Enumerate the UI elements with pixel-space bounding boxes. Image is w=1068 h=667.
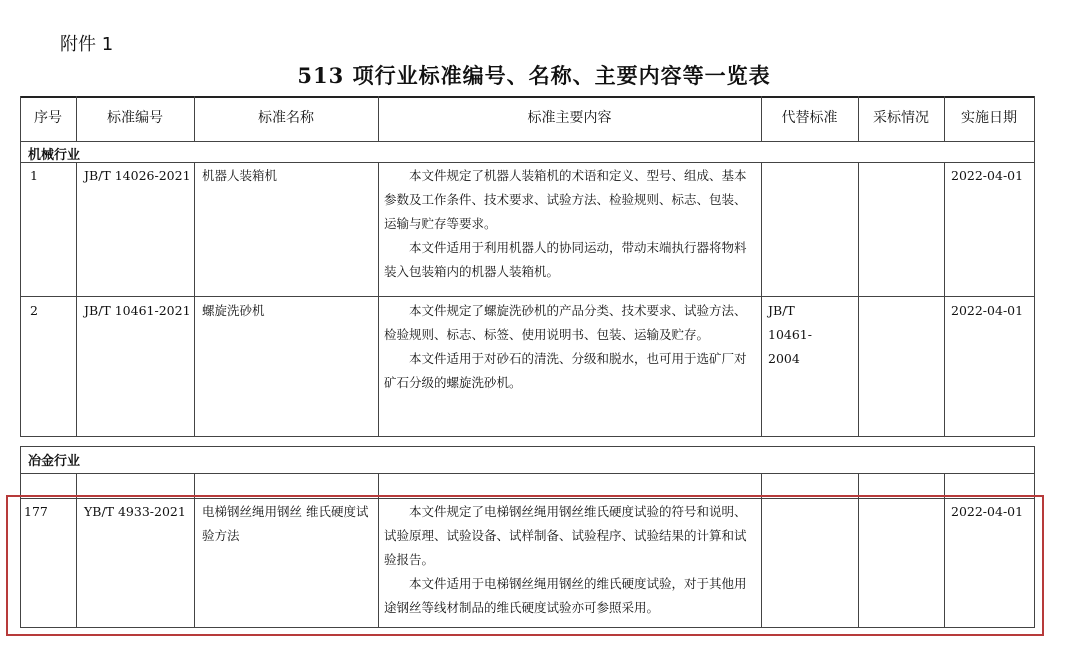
row-code: YB/T 4933-2021 — [84, 504, 186, 519]
header-adoption: 采标情况 — [873, 110, 929, 126]
row-replaces: JB/T 10461-2004 — [768, 303, 812, 366]
column-divider — [761, 162, 762, 436]
header-no: 序号 — [34, 110, 62, 126]
row-name: 电梯钢丝绳用钢丝 维氏硬度试验方法 — [202, 504, 369, 543]
section-divider — [20, 162, 1035, 163]
column-divider — [858, 162, 859, 436]
row-content — [384, 164, 756, 284]
header-name: 标准名称 — [258, 110, 314, 126]
column-divider — [76, 162, 77, 436]
row-divider — [20, 296, 1035, 297]
highlight-box — [6, 495, 1044, 636]
row-divider — [20, 446, 1035, 447]
row-name: 机器人装箱机 — [202, 168, 278, 183]
row-code: JB/T 14026-2021 — [84, 168, 191, 183]
section-divider — [20, 473, 1035, 474]
row-code: JB/T 10461-2021 — [84, 303, 191, 318]
content-paragraph: 本文件规定了机器人装箱机的术语和定义、型号、组成、基本参数及工作条件、技术要求、试验方法、检验规则、标志、包装、运输与贮存等要求。 — [384, 168, 747, 231]
row-name: 螺旋洗砂机 — [202, 303, 265, 318]
row-date: 2022-04-01 — [951, 168, 1024, 183]
column-divider — [194, 162, 195, 436]
row-content — [384, 299, 756, 395]
row-no: 2 — [30, 303, 38, 318]
section-title: 冶金行业 — [28, 454, 81, 469]
column-divider — [378, 162, 379, 436]
header-replaces: 代替标准 — [781, 110, 838, 126]
content-paragraph: 本文件适用于对砂石的清洗、分级和脱水，也可用于选矿厂对矿石分级的螺旋洗砂机。 — [384, 351, 747, 390]
table-right-border — [1034, 96, 1035, 436]
row-no: 177 — [24, 504, 48, 519]
content-paragraph: 本文件规定了电梯钢丝绳用钢丝维氏硬度试验的符号和说明、试验原理、试验设备、试样制备、试验程序、试验结果的计算和试验报告。 — [384, 504, 747, 567]
header-content: 标准主要内容 — [527, 110, 612, 126]
content-paragraph: 本文件规定了螺旋洗砂机的产品分类、技术要求、试验方法、检验规则、标志、标签、使用说明书、包装、运输及贮存。 — [384, 303, 747, 342]
header-code: 标准编号 — [107, 110, 163, 126]
header-date: 实施日期 — [961, 110, 1017, 126]
row-date: 2022-04-01 — [951, 303, 1024, 318]
row-no: 1 — [30, 168, 38, 183]
content-paragraph: 本文件适用于电梯钢丝绳用钢丝的维氏硬度试验，对于其他用途钢丝等线材制品的维氏硬度试验亦可参照采用。 — [384, 576, 747, 615]
row-date: 2022-04-01 — [951, 504, 1024, 519]
content-paragraph: 本文件适用于利用机器人的协同运动，带动末端执行器将物料装入包装箱内的机器人装箱机。 — [384, 240, 747, 279]
page-title: 513 项行业标准编号、名称、主要内容等一览表 — [297, 63, 771, 88]
attachment-label: 附件 1 — [60, 34, 114, 55]
column-divider — [944, 162, 945, 436]
table-left-border — [20, 96, 21, 436]
header-bottom-border — [20, 141, 1035, 142]
row-divider — [20, 436, 1035, 437]
section-title: 机械行业 — [28, 148, 81, 163]
